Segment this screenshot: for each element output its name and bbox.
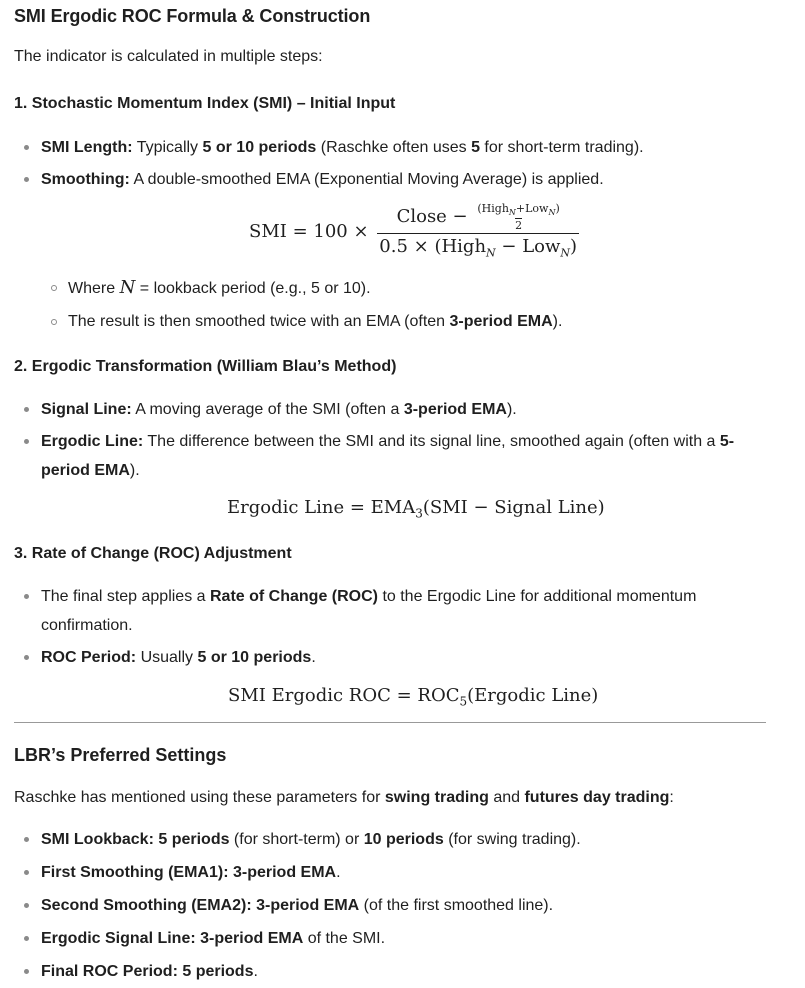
intro-text: The indicator is calculated in multiple steps: <box>14 48 323 65</box>
list-item: Signal Line: A moving average of the SMI (often a 3-period EMA). <box>14 395 766 424</box>
list-item: SMI Length: Typically 5 or 10 periods (Raschke often uses 5 for short-term trading). <box>14 133 766 162</box>
list-item: ROC Period: Usually 5 or 10 periods. <box>14 643 734 672</box>
list-item: Ergodic Signal Line: 3-period EMA of the SMI. <box>14 924 766 953</box>
list-item: First Smoothing (EMA1): 3-period EMA. <box>14 858 766 887</box>
list-item: The result is then smoothed twice with an EMA (often 3-period EMA). <box>41 307 761 336</box>
smi-formula: SMI = 100 × Close − $\frac{(High_N+Low_N)}{2}$ 0.5 × (High$_N$ − Low$_N$) <box>249 202 578 260</box>
midpoint-fraction: $\frac{(High_N+Low_N)}{2}$ <box>477 202 560 233</box>
step1-sub-bullets <box>41 273 761 336</box>
step1-heading: 1. Stochastic Momentum Index (SMI) – Initial Input <box>14 95 396 112</box>
list-item: Ergodic Line: The difference between the SMI and its signal line, smoothed again (often with a 5-period EMA). <box>14 427 766 485</box>
page-title: SMI Ergodic ROC Formula & Construction <box>14 6 371 26</box>
smi-ergodic-roc-formula: SMI Ergodic ROC = $ROC_5(Ergodic$ Line) <box>228 685 599 709</box>
list-item: Where N = lookback period (e.g., 5 or 10). <box>41 273 761 303</box>
list-item: Smoothing: A double-smoothed EMA (Exponential Moving Average) is applied. <box>14 165 766 194</box>
step3-bullets <box>14 582 734 672</box>
ergodic-line-formula: Ergodic Line = $EMA_3(SMI$ − Signal Line) <box>227 497 605 521</box>
list-item: Final ROC Period: 5 periods. <box>14 957 766 986</box>
section-divider <box>14 722 766 723</box>
settings-bullets <box>14 825 766 986</box>
step1-bullets <box>14 133 766 194</box>
smi-fraction: Close − $\frac{(High_N+Low_N)}{2}$ 0.5 × (High$_N$ − Low$_N$) <box>379 202 578 260</box>
list-item: SMI Lookback: 5 periods (for short-term) or 10 periods (for swing trading). <box>14 825 766 854</box>
settings-intro: Raschke has mentioned using these parameters for swing trading and futures day trading: <box>14 789 674 806</box>
step3-heading: 3. Rate of Change (ROC) Adjustment <box>14 545 292 562</box>
step2-bullets <box>14 395 766 485</box>
step2-heading: 2. Ergodic Transformation (William Blau’s Method) <box>14 358 397 375</box>
list-item: The final step applies a Rate of Change (ROC) to the Ergodic Line for additional momentum confirmation. <box>14 582 734 640</box>
settings-heading: LBR’s Preferred Settings <box>14 745 227 765</box>
list-item: Second Smoothing (EMA2): 3-period EMA (of the first smoothed line). <box>14 891 766 920</box>
